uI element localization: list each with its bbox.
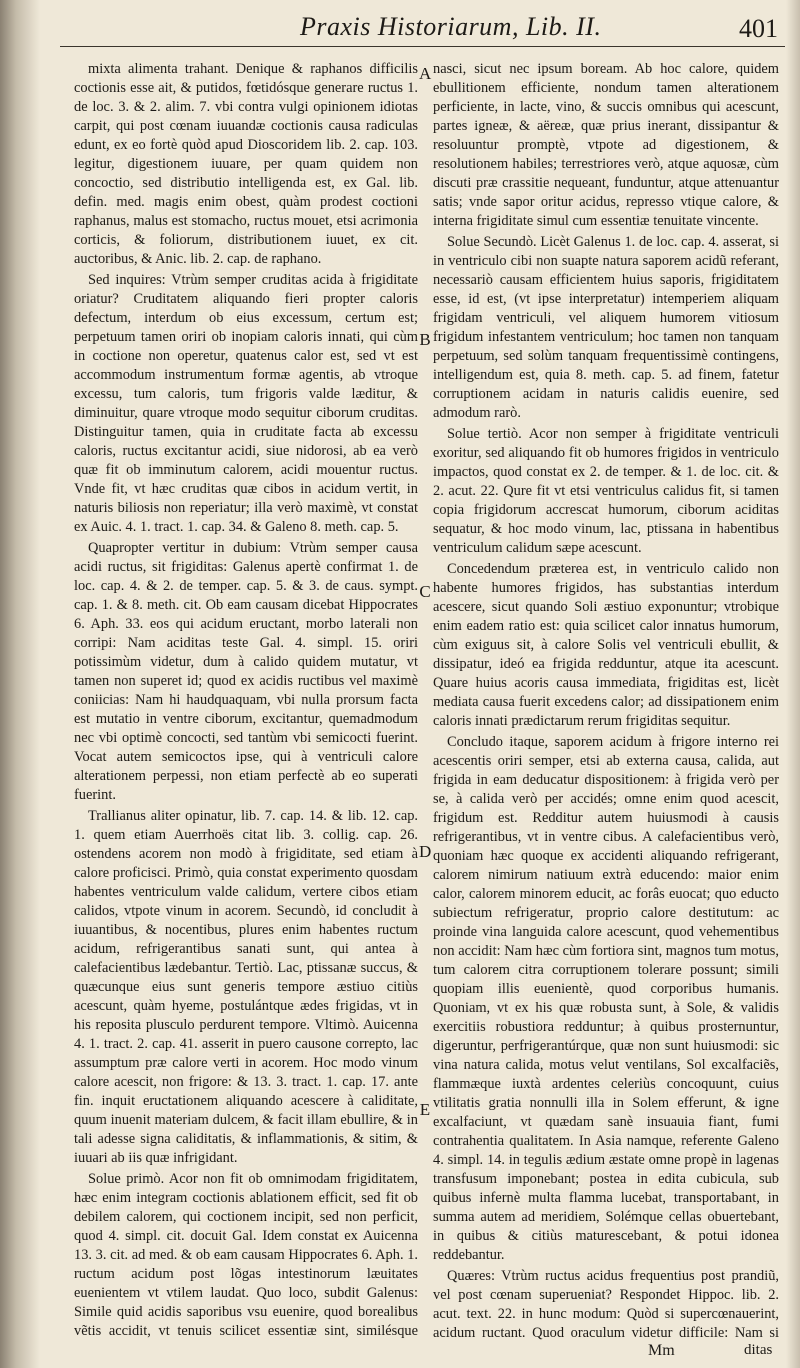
page-header xyxy=(60,10,790,46)
right-column xyxy=(433,60,779,1340)
paragraph: Sed inquires: Vtrùm semper cruditas acida à frigiditate oriatur? Cruditatem aliquando fieri propter caloris defectum, interdum ob eius excessum, certum est; perpetuum tamen oriri ob inopiam caloris innati, qui cùm in coctione non operetur, quatenus calor est, sed vt est accommodum instrumentum formæ agentis, ab vtroque excessu, tum caloris, tum frigoris valde læditur, & diminuitur, quare vtroque modo sequitur ciborum cruditas. Distinguitur tamen, quia in cruditate facta ab excessu caloris, ructus excitantur acidi, siue nidorosi, ab ea verò quæ fit ob imminutum calorem, acidi mouentur ructus. Vnde fit, vt hæc cruditas quæ cibos in acidum vertit, in naturis biliosis non reperiatur; illa verò maximè, vt constat ex Auic. 4. 1. tract. 1. cap. 34. & Galeno 8. meth. cap. 5. xyxy=(74,272,418,535)
gutter-shadow xyxy=(0,0,40,1368)
paragraph: Concludo itaque, saporem acidum à frigore interno rei acescentis oriri semper, etsi ab externa causa, calida, aut frigida in eam deducatur dispositionem: à frigida verò per se, à calida verò per accidés; omne enim quod acescit, frigidum est. Redditur autem huiusmodi à causis refrigerantibus, vt in ventre cibus. A calefacientibus verò, quoniam hæc quoque ex accidenti aliquando refrigerant, calorem nimirum natiuum extrà educendo: maior enim calor, calorem minorem educit, ac forâs euocat; quo educto subiectum refrigeratur, proprio calore destitutum: ac proinde vina languida calore acescunt, quod vehementibus non accidit: Nam hæc cùm fortiora sint, magnos tum motus, tum calorem citra corruptionem tolerare possunt; simili quopiam illis euenientè, quod corporibus humanis. Quoniam, vt ex his quæ robusta sunt, à Sole, & validis exercitiis robustiora redduntur; à quibus prosternuntur, digeruntur, perfrigerantúrque, quæ non sunt huiusmodi: sic vina natura calida, motus velut ventilans, Sol excalfaciẽs, flammæque iuxtà ardentes celeriùs concoquunt, cuius vtilitatis gratia nonnulli illa in Solem efferunt, & igne excalfaciunt, vt quædam sanè insuauia fiant, fumi contrahentia qualitatem. In Asia namque, referente Galeno 4. simpl. 14. in tegulis ædium æstate omne propè in lagenas transfusum imponebant; postea in edita cubicula, sub quibus infernè multa flamma lucebat, transportabant, in summa autem ad meridiem, Solémque cellas obuertebant, in quibus & citiùs maturescebant, & potui idonea reddebantur. xyxy=(433,734,779,1263)
paragraph: Concedendum præterea est, in ventriculo calido non habente humores frigidos, has substantias interdum acescere, sicut quando Soli æstiuo exponuntur; vtrobique enim eadem ratio est: quia scilicet calor innatus humorum, cùm exiguus sit, à calore Solis vel ventriculi ebullit, & dissipatur, ideó ea frigida redduntur, atque ita acescunt. Quare huius acoris causa immediata, frigiditas est, licèt mediata causa fuerit excedens calor; ad dissipationem enim caloris innati prædictarum rerum frigiditas sequitur. xyxy=(433,561,779,729)
page-number: 401 xyxy=(739,14,778,43)
paragraph: Trallianus aliter opinatur, lib. 7. cap. 14. & lib. 12. cap. 1. quem etiam Auerrhoës citat lib. 3. collig. cap. 26. ostendens acorem non modò à frigiditate, sed etiam à calore proficisci. Primò, quia constat experimento quosdam habentes ventriculum valde calidum, vertere cibos etiam calidos, vtpote vinum in acorem. Secundò, id concludit à iuuantibus, & nocentibus, plures enim habentes ructum acidum, refrigerantibus sanati sunt, qui antea à calefacientibus lædebantur. Tertiò. Lac, ptissanæ succus, & quæcunque eius sunt generis tempore æstiuo citiùs acescunt, quàm hyeme, postulántque ædes frigidas, vt in his reposita plusculo perdurent tempore. Vltimò. Auicenna 4. 1. tract. 2. cap. 41. asserit in puero causone correpto, lac assumptum præ calore verti in acorem. Hoc modo vinum calore acescit, non frigore: & 13. 3. tract. 1. cap. 17. ante fin. inquit eructationem aliquando acescere à caliditate, quum inuenit materiam dulcem, & facit illam ebullire, & in tali adesse signa caliditatis, & inflammationis, & sitim, & iuuari ab iis quæ infrigidant. xyxy=(74,808,418,1166)
margin-letter-c: C xyxy=(419,582,431,601)
signature-mark: Mm xyxy=(648,1342,675,1359)
margin-letter-d: D xyxy=(419,842,432,861)
paragraph: Solue primò. Acor non fit ob omnimodam frigiditatem, hæc enim integram coctionis ablationem efficit, sed fit ob debilem calorem, qui coctionem incipit, sed non perficit, quod 4. simpl. cit. docuit Gal. Idem constat ex Auicenna 13. 3. cit. ad med. & ob eam causam Hippocrates 6. Aph. 1. ructum acidum post lõgas intestinorum læuitates euenientem vt vtilem laudat. Quo loco, subdit Galenus: Simile quid acidis saporibus vsu euenire, quod borealibus vẽtis accidit, vt tenuis scilicet essentiæ sint, similésque xyxy=(74,1171,418,1339)
margin-letter-e: E xyxy=(419,1100,431,1119)
paragraph: Quapropter vertitur in dubium: Vtrùm semper causa acidi ructus, sit frigiditas: Galenus apertè confirmat 1. de loc. cap. 4. & 2. de temper. cap. 5. & 3. de caus. sympt. cap. 1. & 8. meth. cit. Ob eam causam dicebat Hippocrates 6. Aph. 33. eos qui acidum eructant, morbo laterali non corripi: Nam aciditas teste Gal. 4. simpl. 15. oriri potissimùm videtur, dum à calido quidem mutatur, vt tamen non superet id; quod ex acidis ructibus vel maximè coniicias: Nam hi haudquaquam, vbi nulla prorsum facta est mutatio in ventre ciborum, excitantur, quemadmodum nec vbi optimè concocti, sed tantùm vbi semicocti fuerint. Vocat autem semicoctos ipse, qui à ventriculi calore alterationem perpessi, non etiam perfectè ab eo superati fuerint. xyxy=(74,540,418,803)
page-edge-shade xyxy=(786,0,800,1368)
margin-letter-b: B xyxy=(419,330,431,349)
left-column xyxy=(74,60,418,1340)
paragraph: mixta alimenta trahant. Denique & raphanos difficilis coctionis esse ait, & putidos, fœtidósque generare ructus 1. de loc. 3. & 2. alim. 7. vbi contra vulgi opinionem idiotas carpit, qui post cœnam iuuandæ coctionis causa radiculas edunt, ex eo fortè quòd apud Dioscoridem lib. 2. cap. 103. legitur, digestionem iuuare, per quam quidem non concoctio, sed distributio intelligenda est, ex Gal. lib. defin. med. magis enim obest, quàm prodest coctioni raphanus, malus est stomacho, ructus mouet, etsi acrimonia corticis, & foliorum, distributionem iuuet, ex cit. auctoribus, & Anic. lib. 2. cap. de raphano. xyxy=(74,61,418,267)
paragraph: Solue tertiò. Acor non semper à frigiditate ventriculi exoritur, sed aliquando fit ob humores frigidos in ventriculo impactos, quod constat ex 2. de temper. & 1. de loc. cit. & 2. acut. 22. Qure fit vt etsi ventriculus calidus fit, si tamen copia frigidorum accrescat humorum, ciborum aciditas sequatur, & hoc modo vinum, lac, ptissana in habentibus ventriculum calidum sæpe acescunt. xyxy=(433,426,779,556)
margin-letter-a: A xyxy=(419,64,432,83)
paragraph: Quæres: Vtrùm ructus acidus frequentius post prandiũ, vel post cœnam superueniat? Respondet Hippoc. lib. 2. acut. text. 22. in hunc modum: Quòd si supercœnauerint, acidum ructant. Quod oraculum videtur difficile: Nam si xyxy=(433,1268,779,1340)
paragraph: nasci, sicut nec ipsum boream. Ab hoc calore, quidem ebullitionem efficiente, nondum tamen alterationem perficiente, in lacte, vino, & succis omnibus qui acescunt, partes igneæ, & aëreæ, quæ prius inerant, dissipantur & resoluuntur promptè, vtpote ad digestionem, & resolutionem habiles; terrestriores verò, atque aquosæ, cùm discuti præ crassitie nequeant, funduntur, atque attenuantur satis; vnde sapor oritur acidus, represso vtique calore, & interna frigiditate simul cum essentiæ tenuitate vincente. xyxy=(433,61,779,229)
header-rule xyxy=(60,46,785,47)
running-title: Praxis Historiarum, Lib. II. xyxy=(300,12,602,41)
paragraph: Solue Secundò. Licèt Galenus 1. de loc. cap. 4. asserat, si in ventriculo cibi non suapte natura saporem acidũ referant, necessariò causam efficientem huius saporis, frigiditatem esse, id est, (vt ipse interpretatur) intemperiem aliquam frigidam ventriculi, vel aliquem humorem vitiosum frigidum infestantem ventriculum; hoc tamen non tanquam perpetuum, sed solùm tanquam frequentissimè contingens, intelligendum est, quia 8. meth. cap. 5. ad finem, fatetur corruptionem acidam in naturis calidis euenire, sed admodum rarò. xyxy=(433,234,779,421)
catchword: ditas xyxy=(744,1342,773,1358)
